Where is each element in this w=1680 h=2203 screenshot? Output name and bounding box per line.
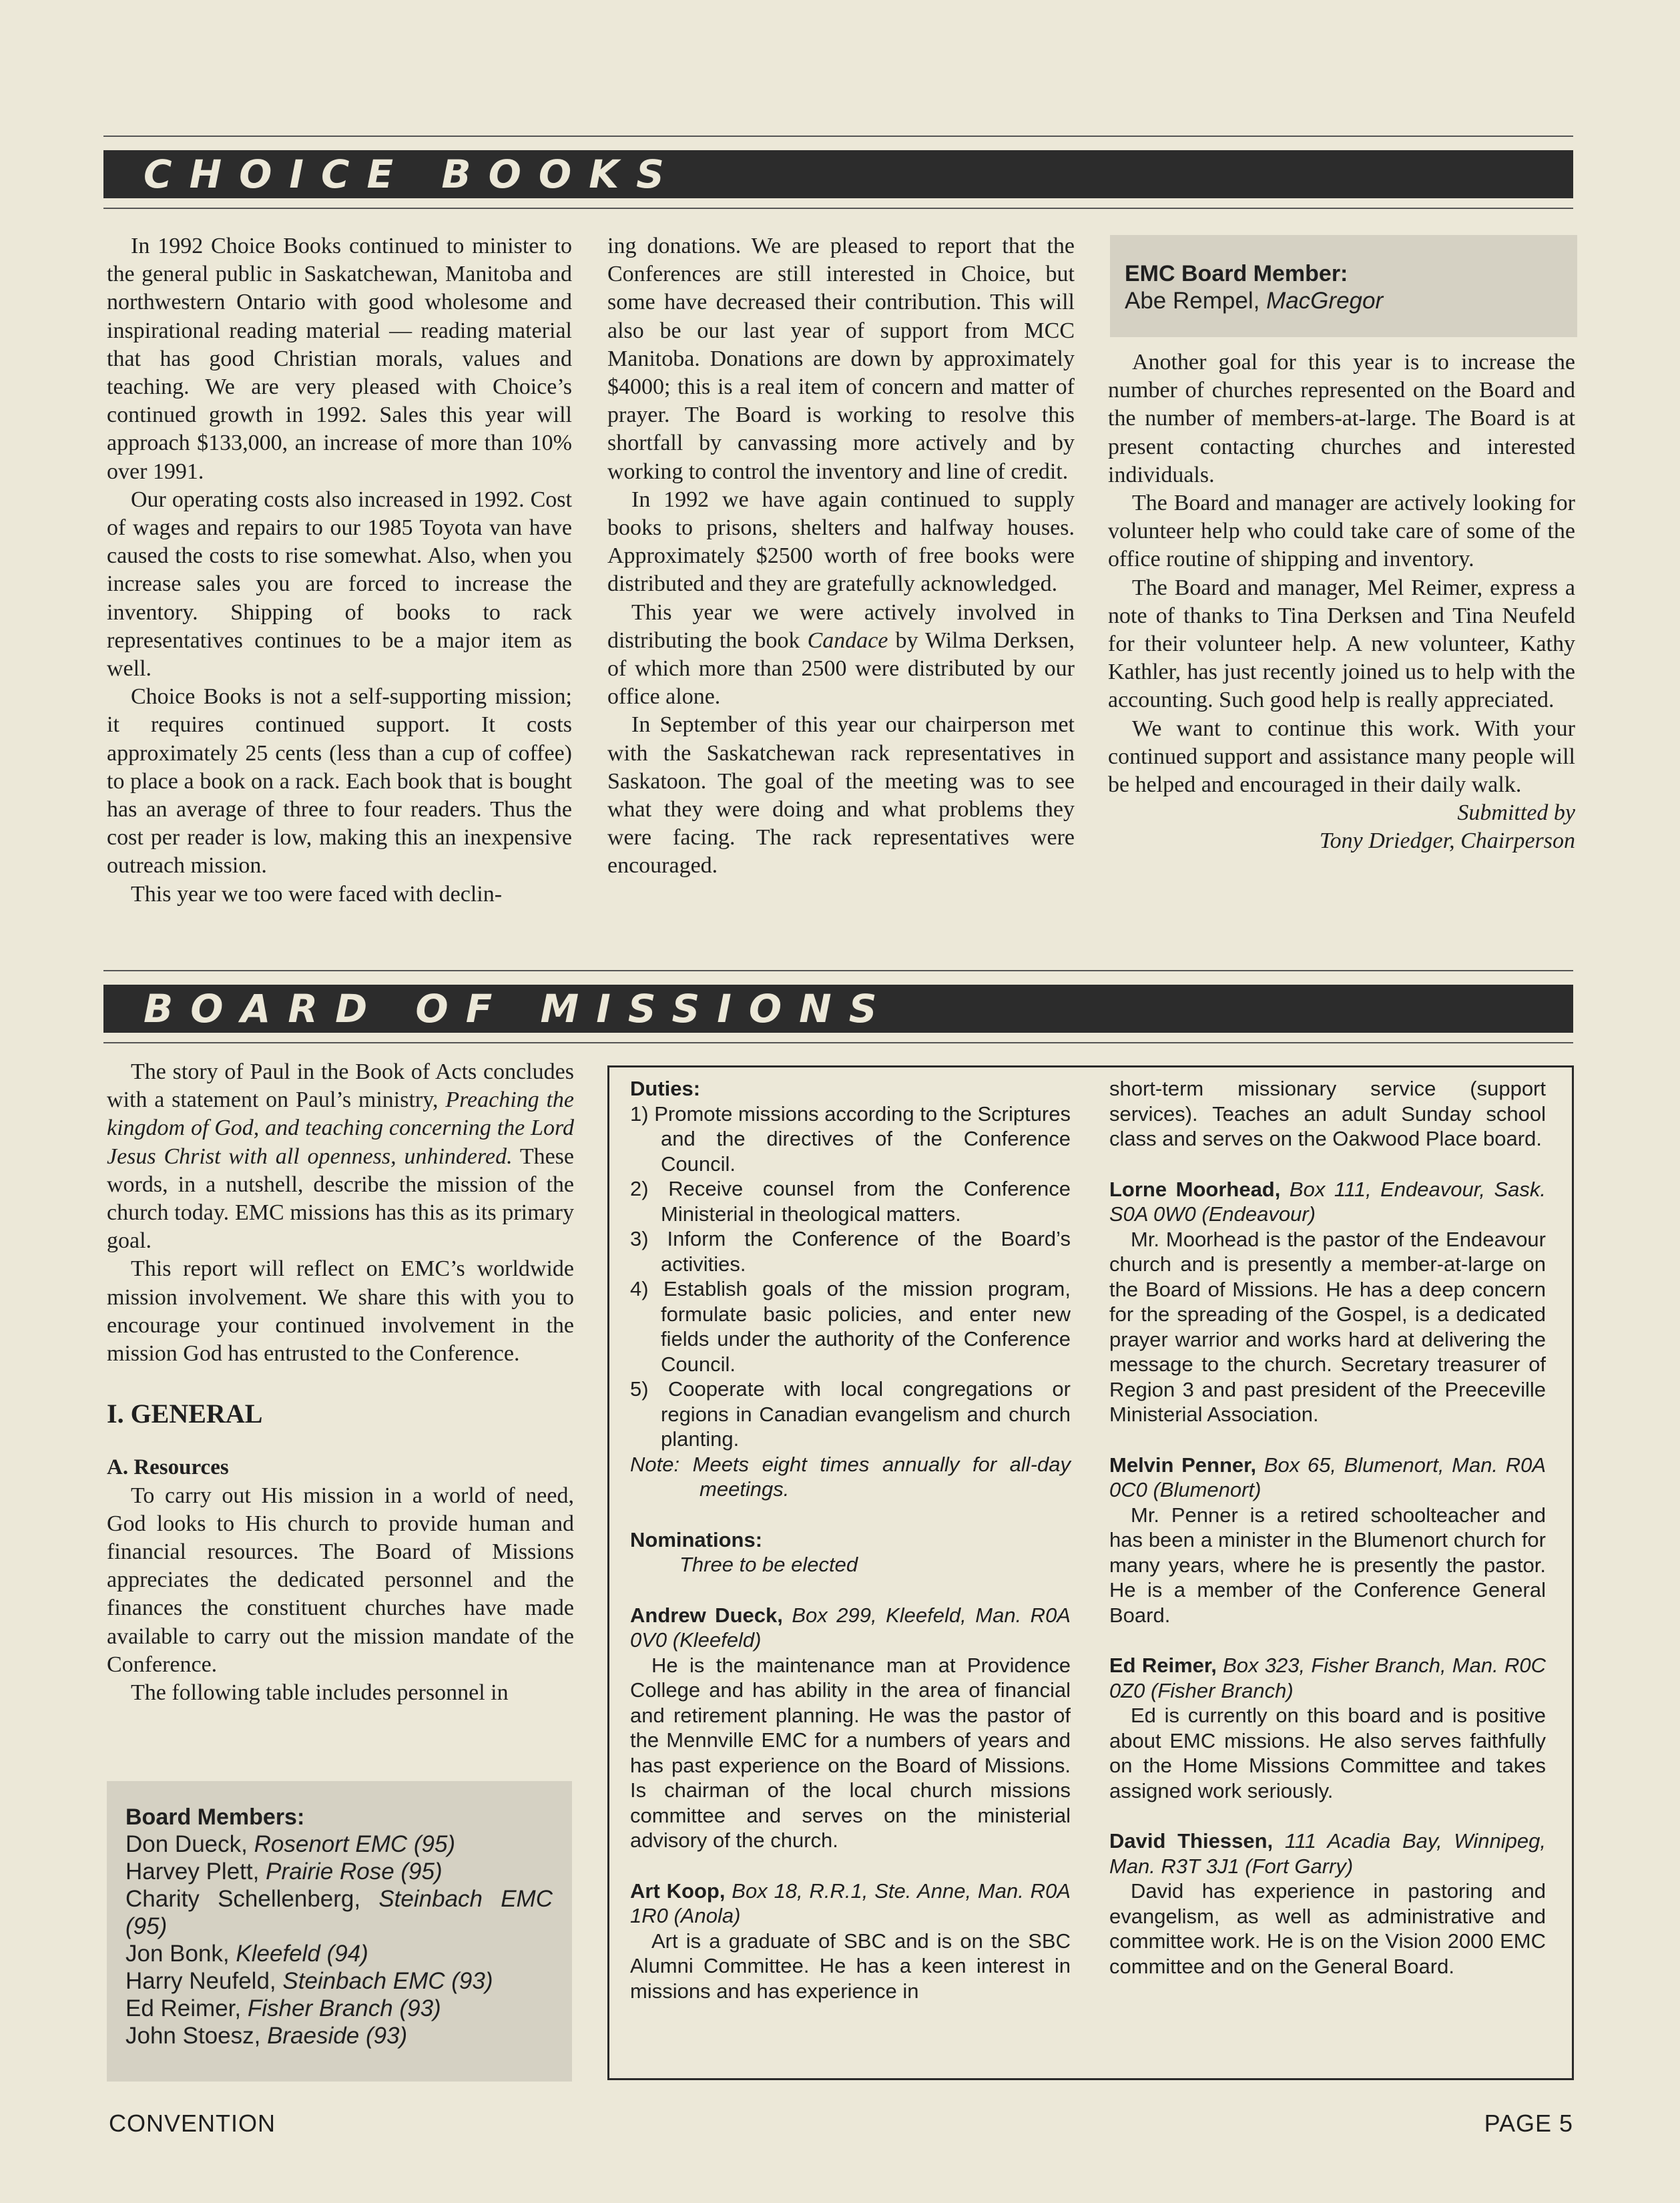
nominee-name: Ed Reimer, — [1109, 1654, 1217, 1677]
submitted-by: Submitted by — [1457, 800, 1575, 826]
place: MacGregor — [1266, 288, 1384, 314]
duty-item — [630, 1226, 1071, 1276]
name: Harry Neufeld, — [125, 1968, 276, 1994]
paragraph: The Board and manager are actively looking for volunteer help who could take care of some of the office routine of shipping and inventory. — [1108, 491, 1575, 572]
paragraph: Another goal for this year is to increase the number of churches represented on the Board and the number of members-at-large. The Board is at present contacting churches and interested individuals. — [1108, 350, 1575, 487]
name: Jon Bonk, — [125, 1941, 230, 1967]
paragraph — [607, 599, 1075, 712]
nominee-bio: Mr. Penner is a retired schoolteacher and has been a minister in the Blumenort church for many years, where he is presently the pastor. He is a member of the Conference General Board. — [1109, 1503, 1546, 1627]
board-member — [125, 1885, 553, 1940]
paragraph: The Board and manager, Mel Reimer, express a note of thanks to Tina Derksen and Tina Neufeld for their volunteer help. A new volunteer, Kathy Kathler, has just recently joined us to help with the accounting. Such good help is really appreciated. — [1108, 575, 1575, 713]
nominee-bio: He is the maintenance man at Providence College and has ability in the area of financial and retirement planning. He was the pastor of the Mennville EMC for a numbers of years and has past experience on the Board of Missions. Is chairman of the local church missions committee and serves on the ministerial advisory of the church. — [630, 1653, 1071, 1852]
board-member — [125, 1940, 572, 1967]
choice-books-column-2 — [607, 232, 1075, 881]
paragraph: This report will reflect on EMC’s worldwide mission involvement. We share this with you to encourage your continued involvement in the mission God has entrusted to the Conference. — [107, 1256, 574, 1367]
board-member — [125, 1967, 572, 1995]
paragraph: In September of this year our chairperson met with the Saskatchewan rack representatives in Saskatoon. The goal of the meeting was to see what they were doing and what problems they were facing. The rack representatives were encouraged. — [607, 712, 1075, 879]
footer-convention: CONVENTION — [109, 2110, 276, 2137]
text: by Wilma Derksen, of which more than 2500 were distributed by our office alone. — [607, 628, 1075, 710]
missions-bottom-rule — [103, 1042, 1573, 1043]
duty-item — [630, 1276, 1071, 1377]
meetings-note: Note: Meets eight times annually for all-day meetings. — [630, 1452, 1071, 1501]
text: These words, in a nutshell, describe the mission of the church today. EMC missions has this as its primary goal. — [107, 1144, 574, 1254]
intro-paragraph — [107, 1058, 574, 1255]
duty-item — [630, 1176, 1071, 1226]
top-rule — [103, 136, 1573, 137]
board-member — [125, 2022, 572, 2049]
place: Prairie Rose (95) — [266, 1859, 443, 1885]
board-member — [125, 1830, 572, 1858]
name: Ed Reimer, — [125, 1995, 242, 2021]
choice-books-banner: CHOICE BOOKS — [103, 150, 1573, 198]
nominee-header — [1109, 1653, 1546, 1703]
duty-text: Cooperate with local congregations or regions in Canadian evangelism and church planting. — [661, 1377, 1071, 1451]
board-member — [125, 1995, 572, 2022]
paragraph: In 1992 we have again continued to supply books to prisons, shelters and halfway houses. Approximately $2500 worth of free books were distributed and they are gratefully acknowledged. — [607, 487, 1075, 597]
name: Don Dueck, — [125, 1831, 248, 1857]
nominee-header — [1109, 1453, 1546, 1503]
duty-item — [630, 1102, 1071, 1177]
paragraph: To carry out His mission in a world of need, God looks to His church to provide human and financial resources. The Board of Missions appreciates the dedicated personnel and the finances the constituent churches have made available to carry out the mission mandate of the Conference. — [107, 1483, 574, 1677]
nominee-address: 111 Acadia Bay, Winnipeg, Man. R3T 3J1 (Fort Garry) — [1109, 1829, 1546, 1878]
choice-books-column-3 — [1108, 348, 1575, 856]
paragraph: Our operating costs also increased in 1992. Cost of wages and repairs to our 1985 Toyota van have caused the costs to rise somewhat. Also, when you increase sales you are forced to increase the inventory. Shipping of books to rack representatives continues to be a major item as well. — [107, 487, 572, 682]
duty-number: 5) — [630, 1377, 649, 1401]
board-of-missions-banner: BOARD OF MISSIONS — [103, 985, 1573, 1033]
nominee-name: Lorne Moorhead, — [1109, 1177, 1281, 1201]
nominee-address: Box 18, R.R.1, Ste. Anne, Man. R0A 1R0 (Anola) — [630, 1879, 1071, 1927]
duty-item — [630, 1377, 1071, 1452]
nominee-bio: Mr. Moorhead is the pastor of the Endeavour church and is presently a member-at-large on the Board of Missions. He has a deep concern for the spreading of the Gospel, is a dedicated prayer warrior and works hard at delivering the message to the church. Secretary treasurer of Region 3 and past president of the Preeceville Ministerial Association. — [1109, 1227, 1546, 1426]
scripture-quote: Preaching the kingdom of God, and teaching concerning the Lord Jesus Christ with all openness, unhindered. — [107, 1087, 575, 1169]
nominee-bio: Art is a graduate of SBC and is on the SBC Alumni Committee. He has a keen interest in missions and has experience in — [630, 1929, 1071, 2003]
duty-number: 4) — [630, 1277, 649, 1300]
nominee-bio: Ed is currently on this board and is positive about EMC missions. He also serves faithfully on the Home Missions Committee and takes assigned work seriously. — [1109, 1704, 1546, 1802]
nominee-name: Melvin Penner, — [1109, 1453, 1257, 1477]
duties-list — [630, 1102, 1071, 1452]
board-member — [125, 1858, 572, 1885]
book-title: Candace — [807, 628, 888, 653]
duty-text: Inform the Conference of the Board’s activities. — [661, 1227, 1071, 1276]
duty-text: Promote missions according to the Scriptures and the directives of the Conference Council. — [654, 1102, 1071, 1176]
missions-column-1 — [107, 1058, 574, 1707]
nominee-address: Box 323, Fisher Branch, Man. R0C 0Z0 (Fisher Branch) — [1109, 1654, 1546, 1702]
paragraph: This year we too were faced with declin- — [131, 881, 503, 907]
place: Steinbach EMC (95) — [125, 1886, 553, 1939]
duty-number: 3) — [630, 1227, 649, 1250]
nominee-name: Andrew Dueck, — [630, 1603, 783, 1627]
duties-label: Duties: — [630, 1077, 701, 1100]
place: Steinbach EMC (93) — [282, 1968, 493, 1994]
paragraph: ing donations. We are pleased to report that the Conferences are still interested in Choice, but some have decreased their contribution. This will also be our last year of support from MCC Manitoba. Donations are down by approximately $4000; this is a real item of concern and matter of prayer. The Board is working to resolve this shortfall by canvassing more actively and by working to control the inventory and line of credit. — [607, 234, 1075, 484]
submitter: Tony Driedger, Chairperson — [1319, 828, 1575, 854]
paragraph: We want to continue this work. With your continued support and assistance many people will be helped and encouraged in their daily walk. — [1108, 716, 1575, 798]
text: This year we were actively involved in distributing the book — [607, 599, 1075, 653]
nominations-text: Three to be elected — [679, 1553, 858, 1576]
footer-page-number: PAGE 5 — [1484, 2110, 1573, 2137]
general-heading: I. GENERAL — [107, 1399, 263, 1429]
paragraph: Choice Books is not a self-supporting mission; it requires continued support. It costs approximately 25 cents (less than a cup of coffee) to place a book on a rack. Each book that is bought has an average of three to four readers. Thus the cost per reader is low, making this an inexpensive outreach mission. — [107, 684, 572, 879]
place: Rosenort EMC (95) — [254, 1831, 456, 1857]
missions-top-rule — [103, 970, 1573, 971]
text: The story of Paul in the Book of Acts concludes with a statement on Paul’s ministry, — [107, 1059, 574, 1113]
nominee-name: David Thiessen, — [1109, 1829, 1274, 1853]
nominee-address: Box 299, Kleefeld, Man. R0A 0V0 (Kleefeld) — [630, 1603, 1071, 1652]
emc-board-member-name — [1125, 287, 1577, 314]
nominee-address: Box 111, Endeavour, Sask. S0A 0W0 (Endeavour) — [1109, 1177, 1547, 1226]
name: Harvey Plett, — [125, 1859, 260, 1885]
duty-number: 2) — [630, 1177, 649, 1200]
nominee-bio-continued: short-term missionary service (support services). Teaches an adult Sunday school class and serves on the Oakwood Place board. — [1109, 1077, 1546, 1150]
board-members-label: Board Members: — [125, 1804, 305, 1830]
name: Abe Rempel, — [1125, 288, 1260, 314]
missions-column-2 — [630, 1076, 1071, 2003]
name: John Stoesz, — [125, 2023, 261, 2049]
nominee-address: Box 65, Blumenort, Man. R0A 0C0 (Blumenort) — [1109, 1453, 1547, 1501]
board-members-box — [107, 1781, 572, 2082]
place: Kleefeld (94) — [236, 1941, 368, 1967]
duty-text: Receive counsel from the Conference Ministerial in theological matters. — [661, 1177, 1071, 1226]
name: Charity Schellenberg, — [125, 1886, 361, 1912]
duty-number: 1) — [630, 1102, 649, 1126]
nominee-name: Art Koop, — [630, 1879, 726, 1903]
missions-column-3 — [1109, 1076, 1546, 1979]
paragraph: In 1992 Choice Books continued to minister to the general public in Saskatchewan, Manitoba and northwestern Ontario with good wholesome and inspirational reading material — reading material that has good Christian morals, values and teaching. We are very pleased with Choice’s continued growth in 1992. Sales this year will approach $133,000, an increase of more than 10% over 1991. — [107, 234, 572, 484]
nominations-label: Nominations: — [630, 1527, 763, 1551]
place: Fisher Branch (93) — [247, 1995, 441, 2021]
nominee-header — [1109, 1177, 1546, 1227]
emc-board-member-box — [1110, 235, 1577, 337]
nominee-header — [630, 1879, 1071, 1929]
duty-text: Establish goals of the mission program, formulate basic policies, and enter new fields under the authority of the Conference Council. — [661, 1277, 1071, 1376]
nominee-bio: David has experience in pastoring and evangelism, as well as administrative and committee work. He is on the Vision 2000 EMC committee and on the General Board. — [1109, 1879, 1546, 1978]
choice-books-column-1 — [107, 232, 572, 909]
emc-board-member-label: EMC Board Member: — [1125, 261, 1348, 286]
resources-heading: A. Resources — [107, 1455, 229, 1480]
choice-books-bottom-rule — [103, 208, 1573, 209]
nominee-header — [630, 1603, 1071, 1653]
nominee-header — [1109, 1828, 1546, 1879]
place: Braeside (93) — [267, 2023, 408, 2049]
paragraph: The following table includes personnel in — [131, 1680, 509, 1706]
